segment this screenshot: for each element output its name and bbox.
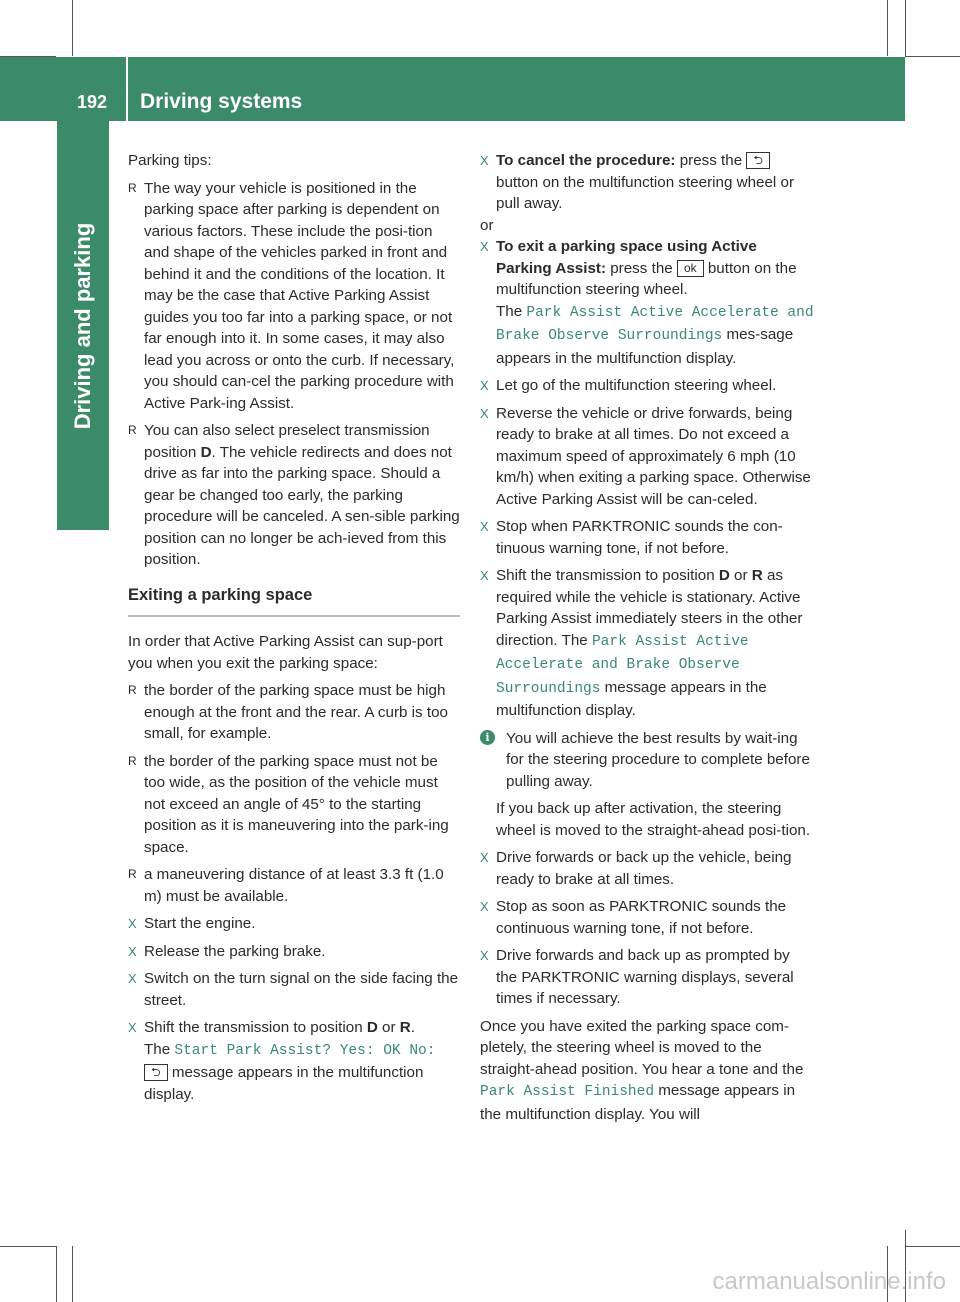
- condition-text: the border of the parking space must be high enough at the front and the rear. A curb is too small, for example.: [144, 682, 448, 742]
- step-title: To exit a parking space using Active Parking Assist:: [496, 238, 757, 277]
- list-item: [128, 420, 460, 571]
- action-arrow-icon: X: [128, 1020, 137, 1035]
- list-item: [128, 751, 460, 859]
- step-text: Drive forwards or back up the vehicle, being ready to brake at all times.: [496, 849, 792, 888]
- crop-mark: [905, 56, 960, 57]
- step-text: press the: [606, 259, 677, 277]
- action-arrow-icon: X: [480, 948, 489, 963]
- action-arrow-icon: X: [480, 568, 489, 583]
- action-step: [480, 375, 814, 397]
- back-button-icon: ⮌: [144, 1064, 168, 1081]
- crop-mark: [905, 0, 906, 56]
- header-band: [0, 57, 905, 121]
- info-text: If you back up after activation, the steering wheel is moved to the straight-ahead posi-tion.: [496, 800, 811, 839]
- step-text: message appears in the multifunction display.: [144, 1064, 424, 1103]
- display-message: Park Assist Finished: [480, 1084, 655, 1100]
- step-text: Stop as soon as PARKTRONIC sounds the continuous warning tone, if not before.: [496, 898, 787, 937]
- action-arrow-icon: X: [480, 239, 489, 254]
- condition-text: a maneuvering distance of at least 3.3 ft (1.0 m) must be available.: [144, 866, 444, 905]
- display-message: Park Assist Active Accelerate and Brake Observe Surroundings: [496, 304, 814, 344]
- tip-text: The way your vehicle is positioned in the parking space after parking is dependent on various factors. These include the posi-tion and shape of the vehicles parked in front and behind it and the conditions of the location. It may be the case that Active Parking Assist guides you too far into a parking space, or not far enough into it. In some cases, it may also lead you across or onto the curb. If necessary, you should can-cel the parking procedure with Active Park-ing Assist.: [144, 179, 455, 412]
- closing-paragraph: [480, 1016, 814, 1126]
- step-text: The: [144, 1040, 175, 1058]
- body-text: Once you have exited the parking space com-pletely, the steering wheel is moved to the straight-ahead position. You hear a tone and the: [480, 1017, 804, 1078]
- tips-heading: Parking tips:: [128, 152, 212, 169]
- side-tab-label: Driving and parking: [70, 222, 95, 429]
- condition-text: the border of the parking space must not be too wide, as the position of the vehicle must not exceed an angle of 45° to the starting position as it is maneuvering into the park-ing space.: [144, 752, 449, 856]
- step-text: Let go of the multifunction steering wheel.: [496, 377, 777, 394]
- step-text: Shift the transmission to position: [496, 567, 719, 584]
- action-arrow-icon: X: [128, 943, 137, 959]
- page-title: Driving systems: [140, 90, 303, 113]
- crop-mark: [0, 1246, 56, 1247]
- action-arrow-icon: X: [480, 405, 489, 421]
- list-item: [128, 680, 460, 745]
- action-arrow-icon: X: [480, 378, 489, 393]
- action-step: [480, 516, 814, 559]
- step-text: .: [410, 1019, 415, 1036]
- back-button-icon: ⮌: [746, 152, 770, 169]
- crop-mark: [905, 1246, 960, 1247]
- step-text: button on the multifunction steering wheel.: [496, 259, 797, 298]
- action-arrow-icon: X: [128, 916, 137, 931]
- step-title: To cancel the procedure:: [496, 152, 676, 169]
- left-column: [128, 150, 460, 1105]
- info-text: You will achieve the best results by wait-ing for the steering procedure to complete before pulling away.: [506, 729, 810, 790]
- info-icon: i: [480, 730, 495, 745]
- list-item: [128, 178, 460, 415]
- action-arrow-icon: X: [480, 850, 489, 865]
- action-step: [480, 236, 814, 369]
- step-text: or: [377, 1019, 400, 1036]
- action-arrow-icon: X: [480, 153, 489, 168]
- step-text: Release the parking brake.: [144, 942, 326, 960]
- tip-text: You can also select preselect transmission position: [144, 422, 430, 461]
- action-step: [128, 1017, 460, 1105]
- display-message: Start Park Assist? Yes: OK No:: [174, 1042, 436, 1059]
- step-text: Drive forwards and back up as prompted by the PARKTRONIC warning displays, several times if necessary.: [496, 947, 794, 1007]
- gear-r: R: [399, 1019, 411, 1036]
- gear-d: D: [718, 567, 730, 584]
- step-text: Stop when PARKTRONIC sounds the con-tinuous warning tone, if not before.: [496, 518, 783, 557]
- crop-mark: [887, 0, 888, 56]
- action-step: [128, 941, 460, 963]
- info-note: [480, 728, 814, 793]
- bullet-icon: R: [128, 753, 137, 768]
- list-item: [128, 864, 460, 907]
- tip-text: . The vehicle redirects and does not drive as far into the parking space. Should a gear be changed too early, the parking procedure will be canceled. A sen-sible parking position can no longer be ach-ieved from this position.: [144, 443, 460, 568]
- action-step: [480, 565, 814, 722]
- page-number: 192: [77, 92, 108, 112]
- action-arrow-icon: X: [480, 899, 489, 914]
- step-text: or: [729, 567, 752, 584]
- step-text: Switch on the turn signal on the side facing the street.: [144, 970, 459, 1009]
- step-text: The: [496, 302, 527, 320]
- gear-d: D: [366, 1019, 378, 1036]
- body-text: message appears in the multifunction display. You will: [480, 1082, 796, 1123]
- action-step: [480, 150, 814, 215]
- section-heading: Exiting a parking space: [128, 585, 460, 618]
- crop-mark: [72, 0, 73, 56]
- gear-d: D: [200, 443, 212, 461]
- step-text: Reverse the vehicle or drive forwards, being ready to brake at all times. Do not exceed a maximum speed of approximately 6 mph (10 km/h) when exiting a parking space. Otherwise Active Parking Assist will be can-celed.: [496, 404, 811, 508]
- watermark: carmanualsonline.info: [712, 1268, 946, 1295]
- or-text: or: [480, 216, 494, 234]
- crop-mark: [56, 1246, 57, 1302]
- step-text: Shift the transmission to position: [144, 1019, 367, 1036]
- bullet-icon: R: [128, 180, 137, 195]
- step-text: Start the engine.: [144, 915, 256, 932]
- action-step: [128, 968, 460, 1011]
- gear-r: R: [751, 567, 763, 584]
- action-step: [128, 913, 460, 935]
- step-text: message appears in the multifunction display.: [496, 678, 767, 719]
- step-text: press the: [675, 152, 747, 169]
- action-step: [480, 847, 814, 890]
- action-arrow-icon: X: [128, 971, 137, 986]
- action-arrow-icon: X: [480, 519, 489, 534]
- step-text: button on the multifunction steering wheel or pull away.: [496, 173, 795, 212]
- bullet-icon: R: [128, 867, 137, 881]
- bullet-icon: R: [128, 683, 137, 697]
- right-column: [480, 150, 814, 1125]
- action-step: [480, 896, 814, 939]
- action-step: [480, 403, 814, 511]
- side-tab-wrapper: [57, 121, 109, 530]
- action-step: [480, 945, 814, 1010]
- crop-mark: [72, 1246, 73, 1302]
- header-separator: [126, 57, 128, 121]
- step-text: as required while the vehicle is stationary. Active Parking Assist immediately steers in the other direction. The: [496, 567, 803, 649]
- step-text: mes-sage appears in the multifunction display.: [496, 326, 794, 367]
- display-message: Park Assist Active Accelerate and Brake Observe Surroundings: [496, 633, 749, 697]
- intro-text: In order that Active Parking Assist can sup-port you when you exit the parking space:: [128, 633, 443, 672]
- ok-button-icon: ok: [677, 260, 704, 277]
- bullet-icon: R: [128, 423, 137, 437]
